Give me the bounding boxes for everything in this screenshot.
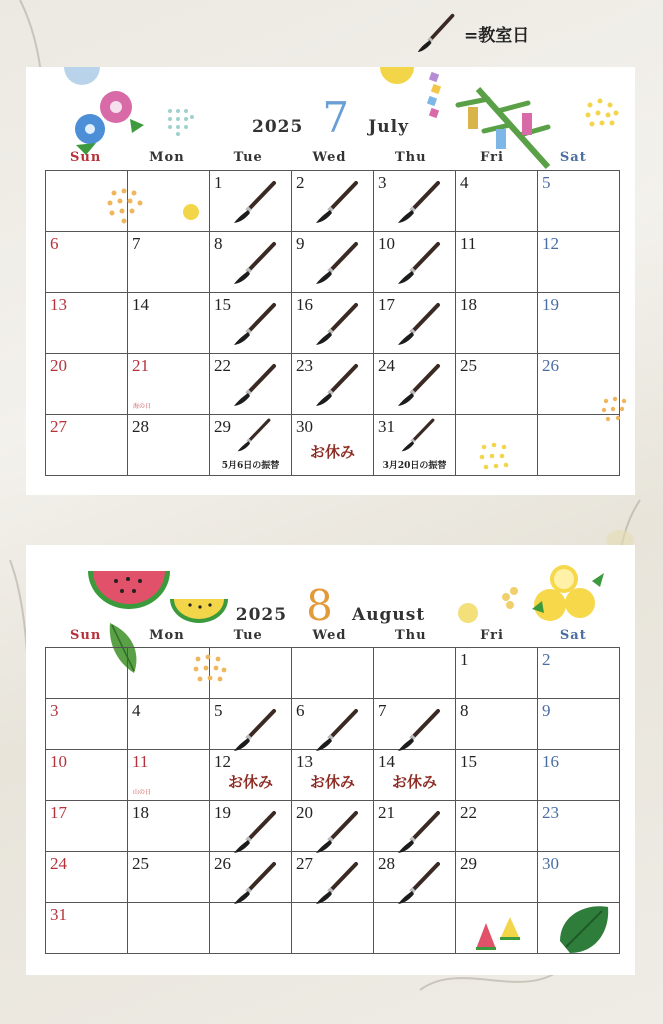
day-cell-21 <box>128 354 210 415</box>
day-number: 11 <box>132 752 149 771</box>
day-number: 24 <box>50 854 67 873</box>
day-number: 31 <box>50 905 67 924</box>
day-cell-18 <box>456 293 538 354</box>
day-cell-12 <box>210 750 292 801</box>
day-number: 25 <box>460 356 477 375</box>
brush-icon <box>232 179 278 225</box>
dow-thu: Thu <box>394 150 427 165</box>
day-cell-16 <box>292 293 374 354</box>
dow-fri: Fri <box>480 628 504 643</box>
day-cell-1 <box>210 171 292 232</box>
july-header <box>26 93 635 142</box>
day-number: 12 <box>214 752 231 771</box>
day-cell-22 <box>456 801 538 852</box>
day-cell-9 <box>292 232 374 293</box>
day-number: 16 <box>542 752 559 771</box>
day-cell-31 <box>374 415 456 476</box>
day-number: 5 <box>214 701 223 720</box>
day-cell-27 <box>292 852 374 903</box>
day-cell-23 <box>292 354 374 415</box>
day-number: 28 <box>132 417 149 436</box>
august-weekday-header <box>45 628 614 643</box>
day-number: 23 <box>542 803 559 822</box>
day-number: 20 <box>50 356 67 375</box>
calendar-week-row <box>46 801 620 852</box>
closed-label: お休み <box>227 773 273 791</box>
day-number: 10 <box>50 752 67 771</box>
dow-sun: Sun <box>69 150 102 165</box>
brush-icon <box>396 362 442 408</box>
july-calendar <box>26 67 635 495</box>
day-cell-11 <box>128 750 210 801</box>
day-cell-5 <box>210 699 292 750</box>
day-cell-25 <box>456 354 538 415</box>
brush-icon <box>314 301 360 347</box>
day-cell-3 <box>46 699 128 750</box>
day-cell-24 <box>374 354 456 415</box>
day-number: 2 <box>542 650 551 669</box>
july-weekday-header <box>45 150 614 165</box>
closed-label: お休み <box>391 773 437 791</box>
day-number: 13 <box>296 752 313 771</box>
makeup-note: 5月6日の振替 <box>221 461 280 471</box>
day-number: 28 <box>378 854 395 873</box>
day-number: 22 <box>214 356 231 375</box>
august-year: 2025 <box>235 605 288 625</box>
day-number: 10 <box>378 234 395 253</box>
day-number: 8 <box>460 701 469 720</box>
dow-mon: Mon <box>149 628 185 643</box>
small-yellow-circle-icon <box>182 203 200 221</box>
day-number: 30 <box>296 417 313 436</box>
day-number: 6 <box>296 701 305 720</box>
day-cell-31 <box>46 903 128 954</box>
day-cell-7 <box>128 232 210 293</box>
day-number: 3 <box>50 701 59 720</box>
calendar-week-row <box>46 852 620 903</box>
day-number: 5 <box>542 173 551 192</box>
orange-dot-circle-icon <box>188 649 232 693</box>
day-cell-6 <box>292 699 374 750</box>
closed-label: お休み <box>309 773 355 791</box>
august-month-number: 8 <box>306 581 333 630</box>
day-number: 16 <box>296 295 313 314</box>
day-cell-4 <box>128 699 210 750</box>
day-cell-7 <box>374 699 456 750</box>
monstera-leaf-icon <box>556 901 612 957</box>
yellow-dot-circle-icon <box>474 437 514 477</box>
dow-sun: Sun <box>69 628 102 643</box>
empty-day-cell <box>374 903 456 954</box>
day-number: 15 <box>460 752 477 771</box>
day-cell-13 <box>46 293 128 354</box>
calendar-week-row <box>46 232 620 293</box>
dow-tue: Tue <box>233 628 263 643</box>
closed-label: お休み <box>309 443 355 461</box>
day-cell-22 <box>210 354 292 415</box>
brush-icon <box>396 860 442 906</box>
day-cell-9 <box>538 699 620 750</box>
holiday-label: 山の日 <box>133 789 152 796</box>
day-cell-29 <box>456 852 538 903</box>
calendar-week-row <box>46 903 620 954</box>
empty-day-cell <box>128 903 210 954</box>
dow-fri: Fri <box>480 150 504 165</box>
day-number: 7 <box>132 234 141 253</box>
calendar-week-row <box>46 750 620 801</box>
brush-icon <box>314 179 360 225</box>
brush-icon <box>396 707 442 753</box>
holiday-label: 海の日 <box>133 403 152 410</box>
brush-icon <box>232 362 278 408</box>
orange-dot-circle-icon <box>102 183 148 229</box>
day-number: 9 <box>542 701 551 720</box>
day-number: 8 <box>214 234 223 253</box>
day-cell-26 <box>210 852 292 903</box>
brush-icon <box>314 707 360 753</box>
day-cell-6 <box>46 232 128 293</box>
dow-sat: Sat <box>559 628 587 643</box>
day-number: 22 <box>460 803 477 822</box>
calendar-week-row <box>46 293 620 354</box>
july-year: 2025 <box>252 117 304 137</box>
day-number: 18 <box>460 295 477 314</box>
day-cell-27 <box>46 415 128 476</box>
day-cell-13 <box>292 750 374 801</box>
day-cell-28 <box>128 415 210 476</box>
brush-icon <box>232 860 278 906</box>
day-number: 20 <box>296 803 313 822</box>
day-cell-1 <box>456 648 538 699</box>
day-cell-8 <box>456 699 538 750</box>
day-cell-2 <box>292 171 374 232</box>
brush-icon <box>396 179 442 225</box>
day-cell-15 <box>210 293 292 354</box>
brush-icon <box>232 301 278 347</box>
day-number: 30 <box>542 854 559 873</box>
day-cell-14 <box>128 293 210 354</box>
day-cell-14 <box>374 750 456 801</box>
brush-icon <box>396 301 442 347</box>
day-number: 27 <box>50 417 67 436</box>
brush-icon <box>314 809 360 855</box>
day-number: 31 <box>378 417 395 436</box>
orange-dot-circle-icon <box>596 391 634 429</box>
day-cell-3 <box>374 171 456 232</box>
calendar-week-row <box>46 415 620 476</box>
day-cell-10 <box>46 750 128 801</box>
day-cell-17 <box>46 801 128 852</box>
day-cell-18 <box>128 801 210 852</box>
day-number: 17 <box>378 295 395 314</box>
august-calendar <box>26 545 635 975</box>
day-cell-4 <box>456 171 538 232</box>
empty-day-cell <box>292 648 374 699</box>
day-cell-19 <box>538 293 620 354</box>
brush-icon <box>396 240 442 286</box>
brush-icon <box>314 860 360 906</box>
day-number: 1 <box>460 650 469 669</box>
day-number: 13 <box>50 295 67 314</box>
august-grid <box>45 647 620 954</box>
day-number: 21 <box>132 356 149 375</box>
day-cell-21 <box>374 801 456 852</box>
brush-icon <box>314 362 360 408</box>
day-cell-8 <box>210 232 292 293</box>
day-cell-24 <box>46 852 128 903</box>
brush-icon <box>232 809 278 855</box>
day-cell-29 <box>210 415 292 476</box>
day-number: 4 <box>132 701 141 720</box>
brush-icon <box>396 809 442 855</box>
dow-tue: Tue <box>233 150 263 165</box>
dow-mon: Mon <box>149 150 185 165</box>
watermelon-slice-icon <box>466 917 526 951</box>
empty-day-cell <box>46 648 128 699</box>
day-cell-15 <box>456 750 538 801</box>
day-number: 3 <box>378 173 387 192</box>
dow-sat: Sat <box>559 150 587 165</box>
day-cell-2 <box>538 648 620 699</box>
brush-icon <box>232 707 278 753</box>
day-cell-11 <box>456 232 538 293</box>
day-cell-20 <box>292 801 374 852</box>
august-header <box>26 581 635 630</box>
legend <box>414 12 534 54</box>
day-number: 29 <box>214 417 231 436</box>
day-number: 2 <box>296 173 305 192</box>
day-cell-30 <box>538 852 620 903</box>
day-number: 19 <box>542 295 559 314</box>
day-cell-20 <box>46 354 128 415</box>
day-cell-23 <box>538 801 620 852</box>
day-number: 21 <box>378 803 395 822</box>
day-number: 11 <box>460 234 477 253</box>
brush-icon <box>400 417 436 453</box>
calendar-week-row <box>46 648 620 699</box>
day-number: 26 <box>542 356 559 375</box>
day-cell-12 <box>538 232 620 293</box>
day-number: 29 <box>460 854 477 873</box>
day-number: 4 <box>460 173 469 192</box>
day-cell-28 <box>374 852 456 903</box>
day-cell-5 <box>538 171 620 232</box>
empty-day-cell <box>210 903 292 954</box>
day-cell-19 <box>210 801 292 852</box>
day-number: 17 <box>50 803 67 822</box>
day-number: 15 <box>214 295 231 314</box>
calendar-week-row <box>46 699 620 750</box>
day-number: 27 <box>296 854 313 873</box>
day-number: 25 <box>132 854 149 873</box>
day-number: 7 <box>378 701 387 720</box>
calendar-week-row <box>46 354 620 415</box>
brush-icon <box>414 12 460 54</box>
day-number: 23 <box>296 356 313 375</box>
dow-thu: Thu <box>394 628 427 643</box>
makeup-note: 3月20日の振替 <box>382 461 447 471</box>
day-number: 12 <box>542 234 559 253</box>
day-cell-17 <box>374 293 456 354</box>
day-cell-10 <box>374 232 456 293</box>
day-cell-25 <box>128 852 210 903</box>
day-number: 26 <box>214 854 231 873</box>
brush-icon <box>314 240 360 286</box>
day-cell-30 <box>292 415 374 476</box>
dow-wed: Wed <box>312 150 347 165</box>
empty-day-cell <box>292 903 374 954</box>
brush-icon <box>232 240 278 286</box>
stripe-circle-icon <box>64 67 100 87</box>
day-number: 14 <box>132 295 149 314</box>
day-number: 6 <box>50 234 59 253</box>
day-number: 19 <box>214 803 231 822</box>
day-number: 9 <box>296 234 305 253</box>
brush-icon <box>236 417 272 453</box>
july-month-number: 7 <box>322 93 350 142</box>
empty-day-cell <box>374 648 456 699</box>
day-number: 14 <box>378 752 395 771</box>
day-number: 18 <box>132 803 149 822</box>
yellow-stripe-circle-icon <box>380 67 414 89</box>
day-number: 1 <box>214 173 223 192</box>
august-month-name: August <box>352 605 426 625</box>
july-month-name: July <box>368 117 409 137</box>
dow-wed: Wed <box>312 628 347 643</box>
day-cell-16 <box>538 750 620 801</box>
day-number: 24 <box>378 356 395 375</box>
legend-label: =教室日 <box>464 25 530 46</box>
